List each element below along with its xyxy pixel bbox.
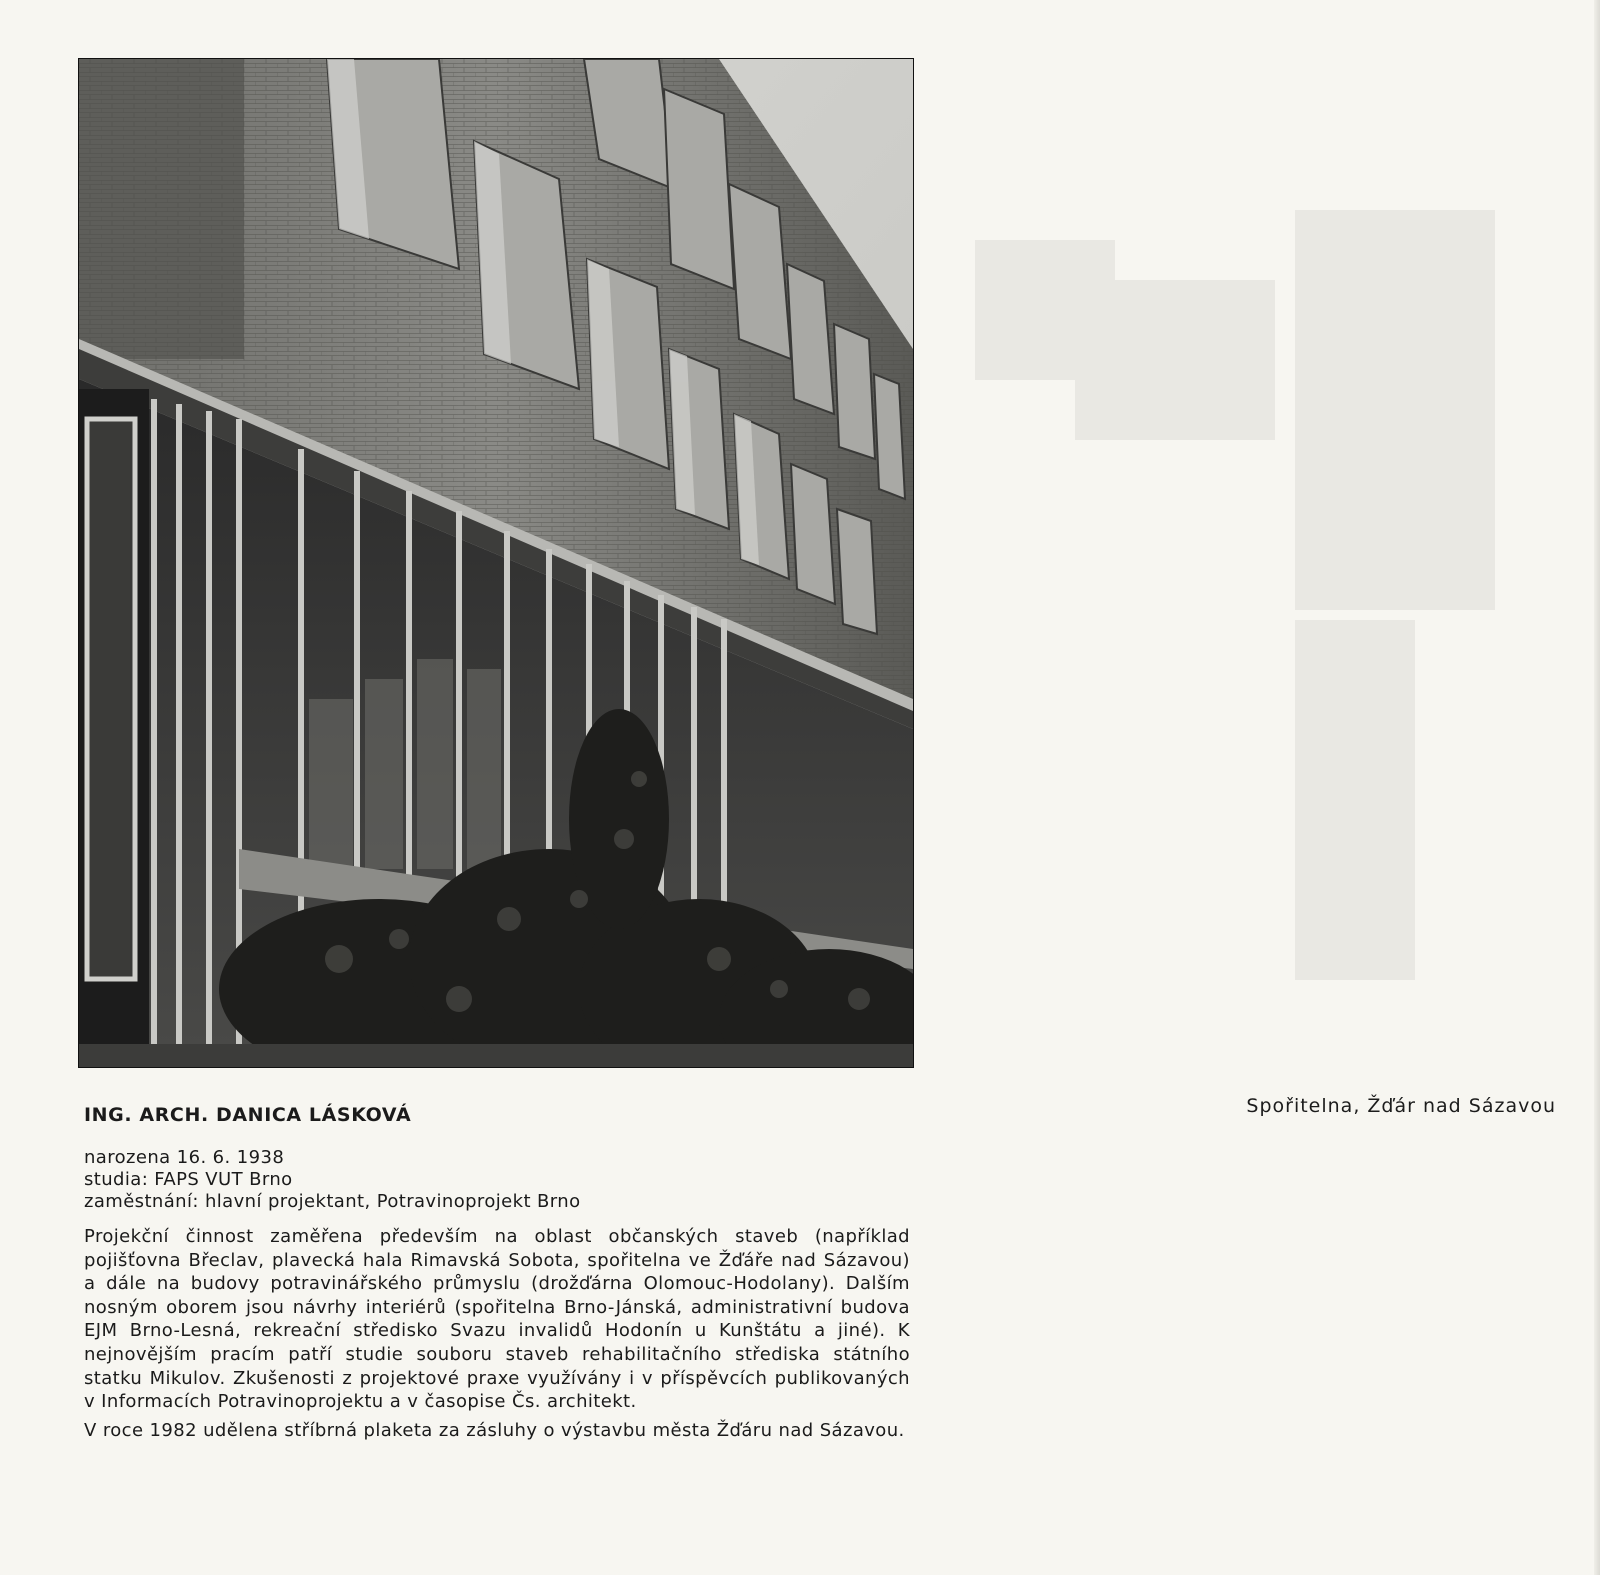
biography [84, 1225, 910, 1442]
savings-bank-facade-photo [79, 59, 913, 1067]
studies-line: studia: FAPS VUT Brno [84, 1169, 293, 1190]
biography-paragraph: Projekční činnost zaměřena především na oblast občanských staveb (například pojišťovna Břeclav, plavecká hala Rimavská Sobota, spořitelna ve Žďáře nad Sázavou) a dále na budovy potravinářského průmyslu (drožďárna Olomouc-Hodolany). Dalším nosným oborem jsou návrhy interiérů (spořitelna Brno-Jánská, administrativní budova EJM Brno-Lesná, rekreační středisko Svazu invalidů Hodonín u Kunštátu a jiné). K nejnovějším pracím patří studie souboru staveb rehabilitačního střediska státního statku Mikulov. Zkušenosti z projektové praxe využívány i v příspěvcích publikovaných v Informacích Potravinoprojektu a v časopise Čs. architekt. [84, 1226, 910, 1413]
award-paragraph: V roce 1982 udělena stříbrná plaketa za zásluhy o výstavbu města Žďáru nad Sázavou. [84, 1419, 905, 1441]
scan-edge-shadow [1594, 0, 1600, 1575]
birth-date-line: narozena 16. 6. 1938 [84, 1147, 285, 1168]
photo-caption: Spořitelna, Žďár nad Sázavou [1246, 1095, 1556, 1117]
bleed-through-ghost [915, 60, 1575, 1520]
architect-details [84, 1147, 580, 1213]
employment-line: zaměstnání: hlavní projektant, Potravinoprojekt Brno [84, 1191, 581, 1212]
architect-name-heading: ING. ARCH. DANICA LÁSKOVÁ [84, 1104, 412, 1126]
building-photo [78, 58, 914, 1068]
